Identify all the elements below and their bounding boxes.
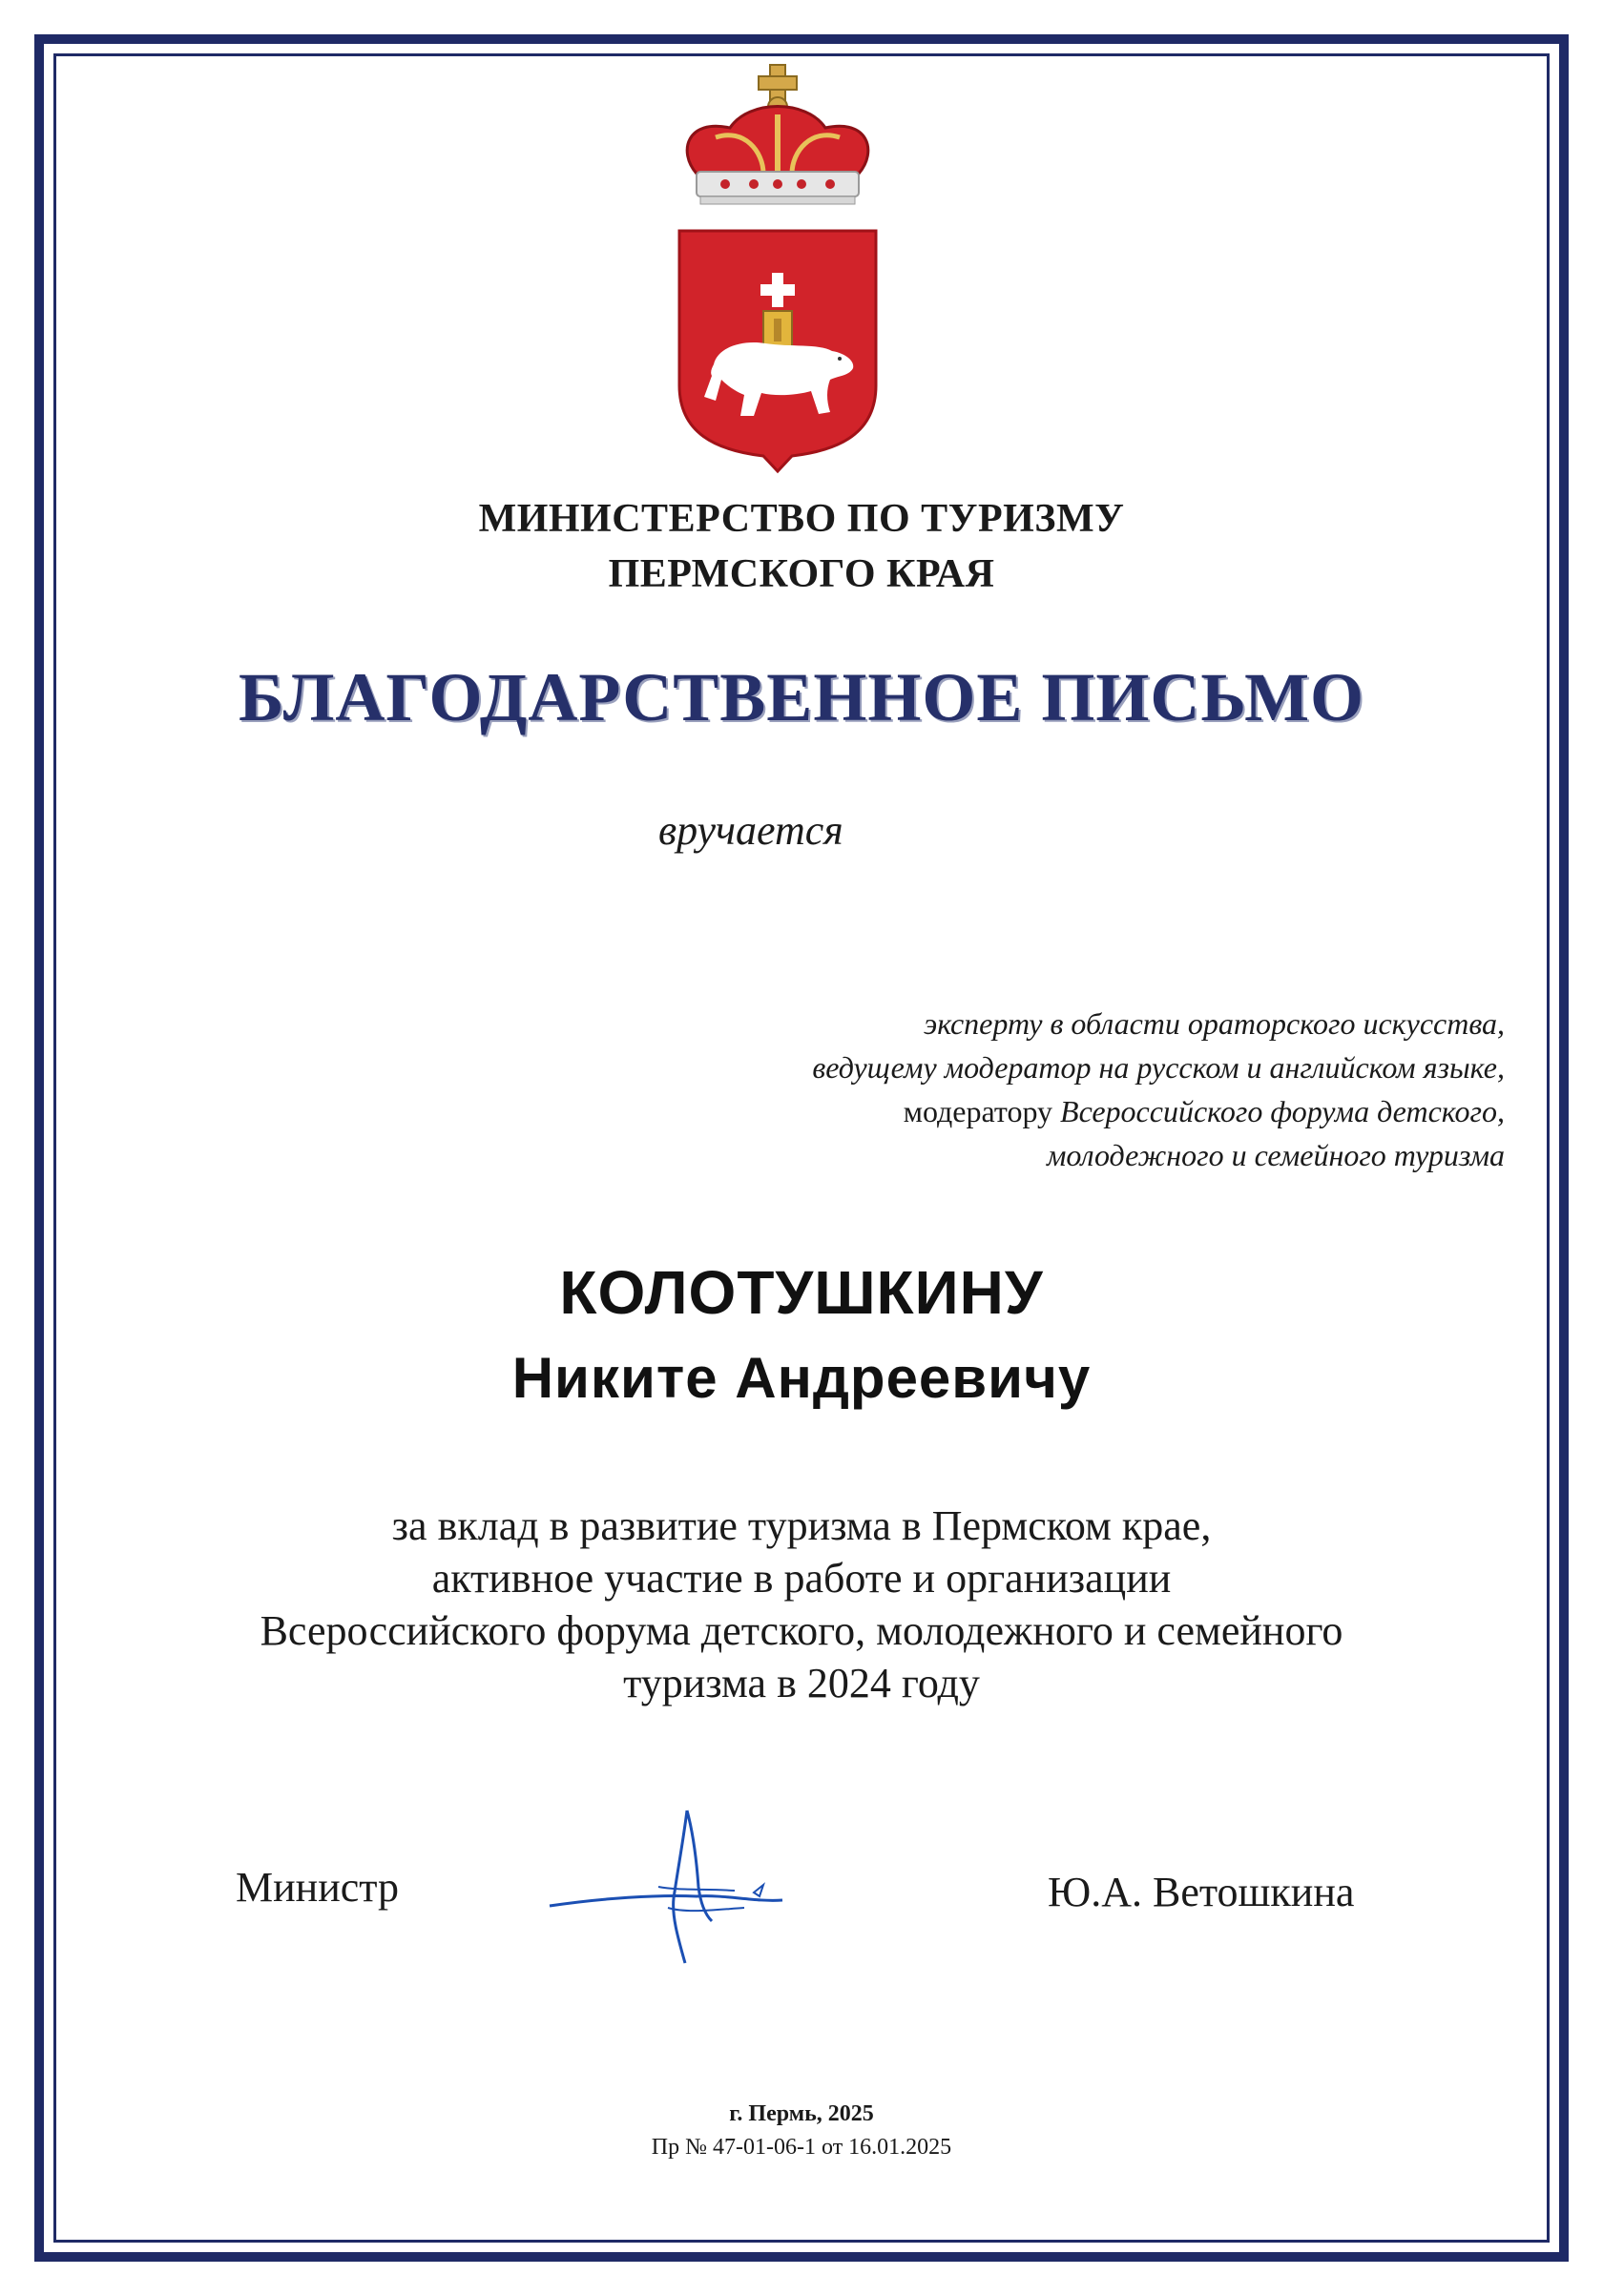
- reason-line-2: активное участие в работе и организации: [431, 1555, 1172, 1602]
- reason-line-1: за вклад в развитие туризма в Пермском крае,: [391, 1502, 1212, 1549]
- award-reason: [0, 1500, 1603, 1709]
- reason-line-3: Всероссийского форума детского, молодежного и семейного: [260, 1607, 1343, 1654]
- recipient-role: [812, 1002, 1505, 1177]
- handwritten-signature-icon: [544, 1803, 849, 1975]
- footer-city-year: г. Пермь, 2025: [729, 2101, 874, 2126]
- role-line-3-prefix: модератору: [903, 1094, 1053, 1128]
- footer-order-number: Пр № 47-01-06-1 от 16.01.2025: [651, 2135, 952, 2160]
- signatory-position: Министр: [236, 1864, 400, 1911]
- role-line-1: эксперту в области ораторского искусства,: [924, 1006, 1505, 1041]
- recipient-given-names: Никите Андреевичу: [511, 1346, 1092, 1410]
- signatory-name: Ю.А. Ветошкина: [1048, 1869, 1355, 1915]
- perm-krai-coat-of-arms-icon: [658, 61, 897, 481]
- role-line-2: ведущему модератор на русском и английском языке,: [812, 1050, 1505, 1085]
- role-line-3: [812, 1089, 1505, 1133]
- role-line-3-suffix: Всероссийского форума детского,: [1060, 1094, 1505, 1128]
- ministry-name-line-2: ПЕРМСКОГО КРАЯ: [608, 552, 995, 596]
- recipient-surname: КОЛОТУШКИНУ: [559, 1258, 1044, 1327]
- document-title: БЛАГОДАРСТВЕННОЕ ПИСЬМО: [238, 659, 1365, 735]
- awarded-word: вручается: [658, 807, 843, 854]
- role-line-4: молодежного и семейного туризма: [1046, 1138, 1505, 1172]
- reason-line-4: туризма в 2024 году: [623, 1660, 980, 1706]
- ministry-name-line-1: МИНИСТЕРСТВО ПО ТУРИЗМУ: [478, 497, 1125, 541]
